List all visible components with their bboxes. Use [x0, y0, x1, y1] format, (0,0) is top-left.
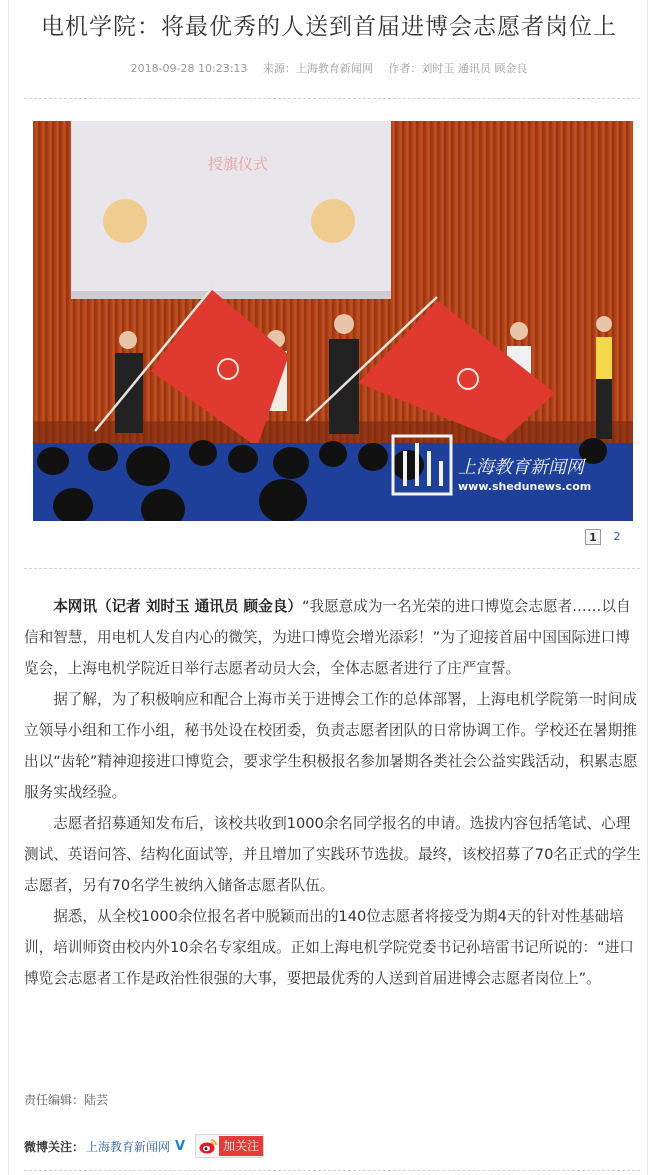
screen-caption: 授旗仪式: [207, 155, 269, 173]
meta-divider: [24, 98, 640, 99]
page-1-button[interactable]: 1: [585, 529, 601, 545]
paragraph-4: 据悉，从全校1000余位报名者中脱颖而出的140位志愿者将接受为期4天的针对性基础培训，培训师资由校内外10余名专家组成。正如上海电机学院党委书记孙培雷书记所说的：“进口博览会志愿者工作是政治性很强的大事，要把最优秀的人送到首届进博会志愿者岗位上”。: [24, 908, 634, 987]
weibo-follow-bar: [24, 1134, 264, 1158]
paragraph-2: 据了解，为了积极响应和配合上海市关于进博会工作的总体部署，上海电机学院第一时间成立领导小组和工作小组，秘书处设在校团委，负责志愿者团队的日常协调工作。学校还在暑期推出以“齿轮”精神迎接进口博览会，要求学生积极报名参加暑期各类社会公益实践活动，积累志愿服务实战经验。: [24, 691, 638, 801]
content-divider: [24, 568, 640, 569]
paragraph-1-text: “我愿意成为一名光荣的进口博览会志愿者……以自信和智慧，用电机人发自内心的微笑，为进口博览会增光添彩！”为了迎接首届中国国际进口博览会，上海电机学院近日举行志愿者动员大会，全体志愿者进行了庄严宣誓。: [24, 598, 631, 677]
article-title: 电机学院：将最优秀的人送到首届进博会志愿者岗位上: [41, 14, 617, 40]
weibo-label: 微博关注：: [24, 1139, 85, 1154]
watermark-name: 上海教育新闻网: [458, 457, 584, 478]
weibo-account-link[interactable]: 上海教育新闻网: [86, 1139, 171, 1154]
footer-divider: [24, 1170, 640, 1171]
article-meta: [0, 60, 658, 76]
article-photo[interactable]: [33, 121, 633, 521]
article-source: 来源：上海教育新闻网: [262, 62, 373, 75]
follow-button[interactable]: [195, 1134, 264, 1158]
weibo-logo-icon: [198, 1136, 218, 1156]
follow-label: 加关注: [219, 1136, 263, 1156]
paragraph-1: [24, 591, 644, 684]
gallery-pager: [585, 528, 625, 546]
article-body: [24, 591, 644, 994]
watermark-url: www.shedunews.com: [458, 480, 592, 493]
article-author: 作者：刘时玉 通讯员 顾金良: [388, 62, 528, 75]
paragraph-3: 志愿者招募通知发布后，该校共收到1000余名同学报名的申请。选拔内容包括笔试、心理测试、英语问答、结构化面试等，并且增加了实践环节选拔。最终，该校招募了70名正式的学生志愿者，另有70名学生被纳入储备志愿者队伍。: [24, 815, 641, 894]
verified-badge-icon: V: [175, 1138, 186, 1154]
page-2-link[interactable]: 2: [613, 530, 621, 543]
responsible-editor: 责任编辑：陆芸: [24, 1093, 109, 1107]
publish-date: 2018-09-28 10:23:13: [130, 62, 248, 75]
lead-byline: 本网讯（记者 刘时玉 通讯员 顾金良）: [53, 598, 302, 615]
